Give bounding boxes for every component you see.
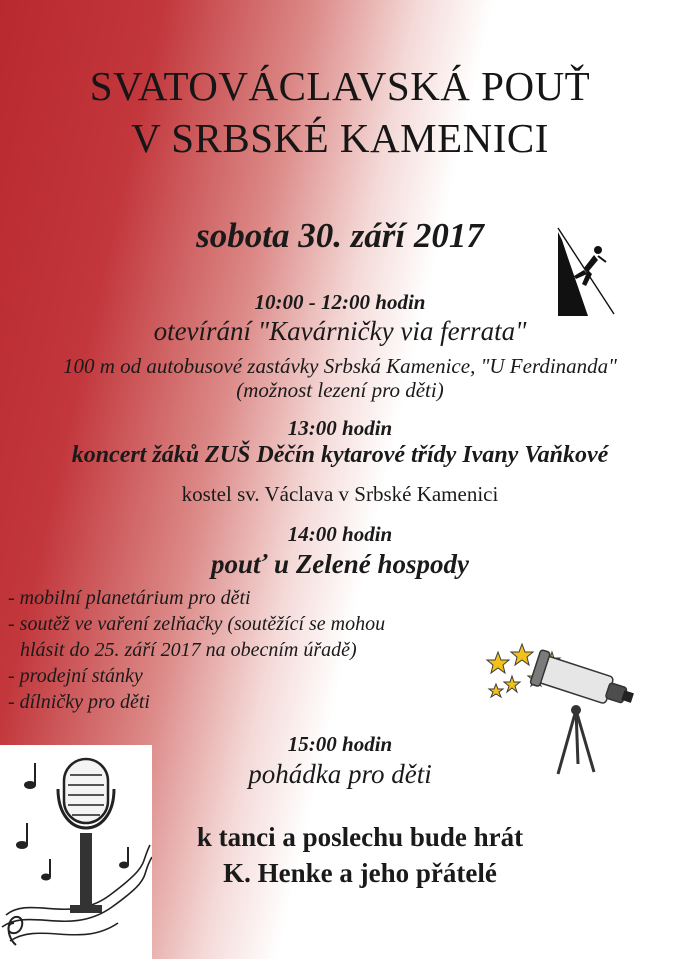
fair-item-continued: hlásit do 25. září 2017 na obecním úřadě) bbox=[20, 639, 357, 661]
ferrata-time: 10:00 - 12:00 hodin bbox=[254, 290, 426, 314]
ferrata-note: (možnost lezení pro děti) bbox=[236, 378, 444, 402]
fair-item: - soutěž ve vaření zelňačky (soutěžící se mohou bbox=[8, 613, 386, 635]
concert-time: 13:00 hodin bbox=[287, 416, 393, 440]
concert-location: kostel sv. Václava v Srbské Kamenici bbox=[181, 482, 499, 506]
fair-event-name: pouť u Zelené hospody bbox=[210, 549, 470, 579]
fairytale-time: 15:00 hodin bbox=[287, 732, 393, 756]
concert-event-name: koncert žáků ZUŠ Děčín kytarové třídy Ivany Vaňkové bbox=[71, 442, 609, 468]
fair-item: - dílničky pro děti bbox=[8, 691, 150, 713]
closing-line-2: K. Henke a jeho přátelé bbox=[223, 858, 497, 888]
fairytale-event-name: pohádka pro děti bbox=[248, 759, 432, 789]
closing-line-1: k tanci a poslechu bude hrát bbox=[196, 822, 524, 852]
microphone-illustration-frame bbox=[0, 745, 152, 959]
fair-item: - prodejní stánky bbox=[8, 665, 143, 687]
event-date: sobota 30. září 2017 bbox=[196, 216, 484, 255]
poster-title-line-2: V SRBSKÉ KAMENICI bbox=[131, 115, 549, 161]
ferrata-event-name: otevírání "Kavárničky via ferrata" bbox=[153, 316, 527, 346]
fair-item: - mobilní planetárium pro děti bbox=[8, 587, 251, 609]
retro-microphone-music-notes-icon bbox=[0, 745, 152, 959]
poster-title-line-1: SVATOVÁCLAVSKÁ POUŤ bbox=[89, 63, 591, 109]
ferrata-location: 100 m od autobusové zastávky Srbská Kamenice, "U Ferdinanda" bbox=[62, 354, 618, 378]
fair-time: 14:00 hodin bbox=[287, 522, 393, 546]
